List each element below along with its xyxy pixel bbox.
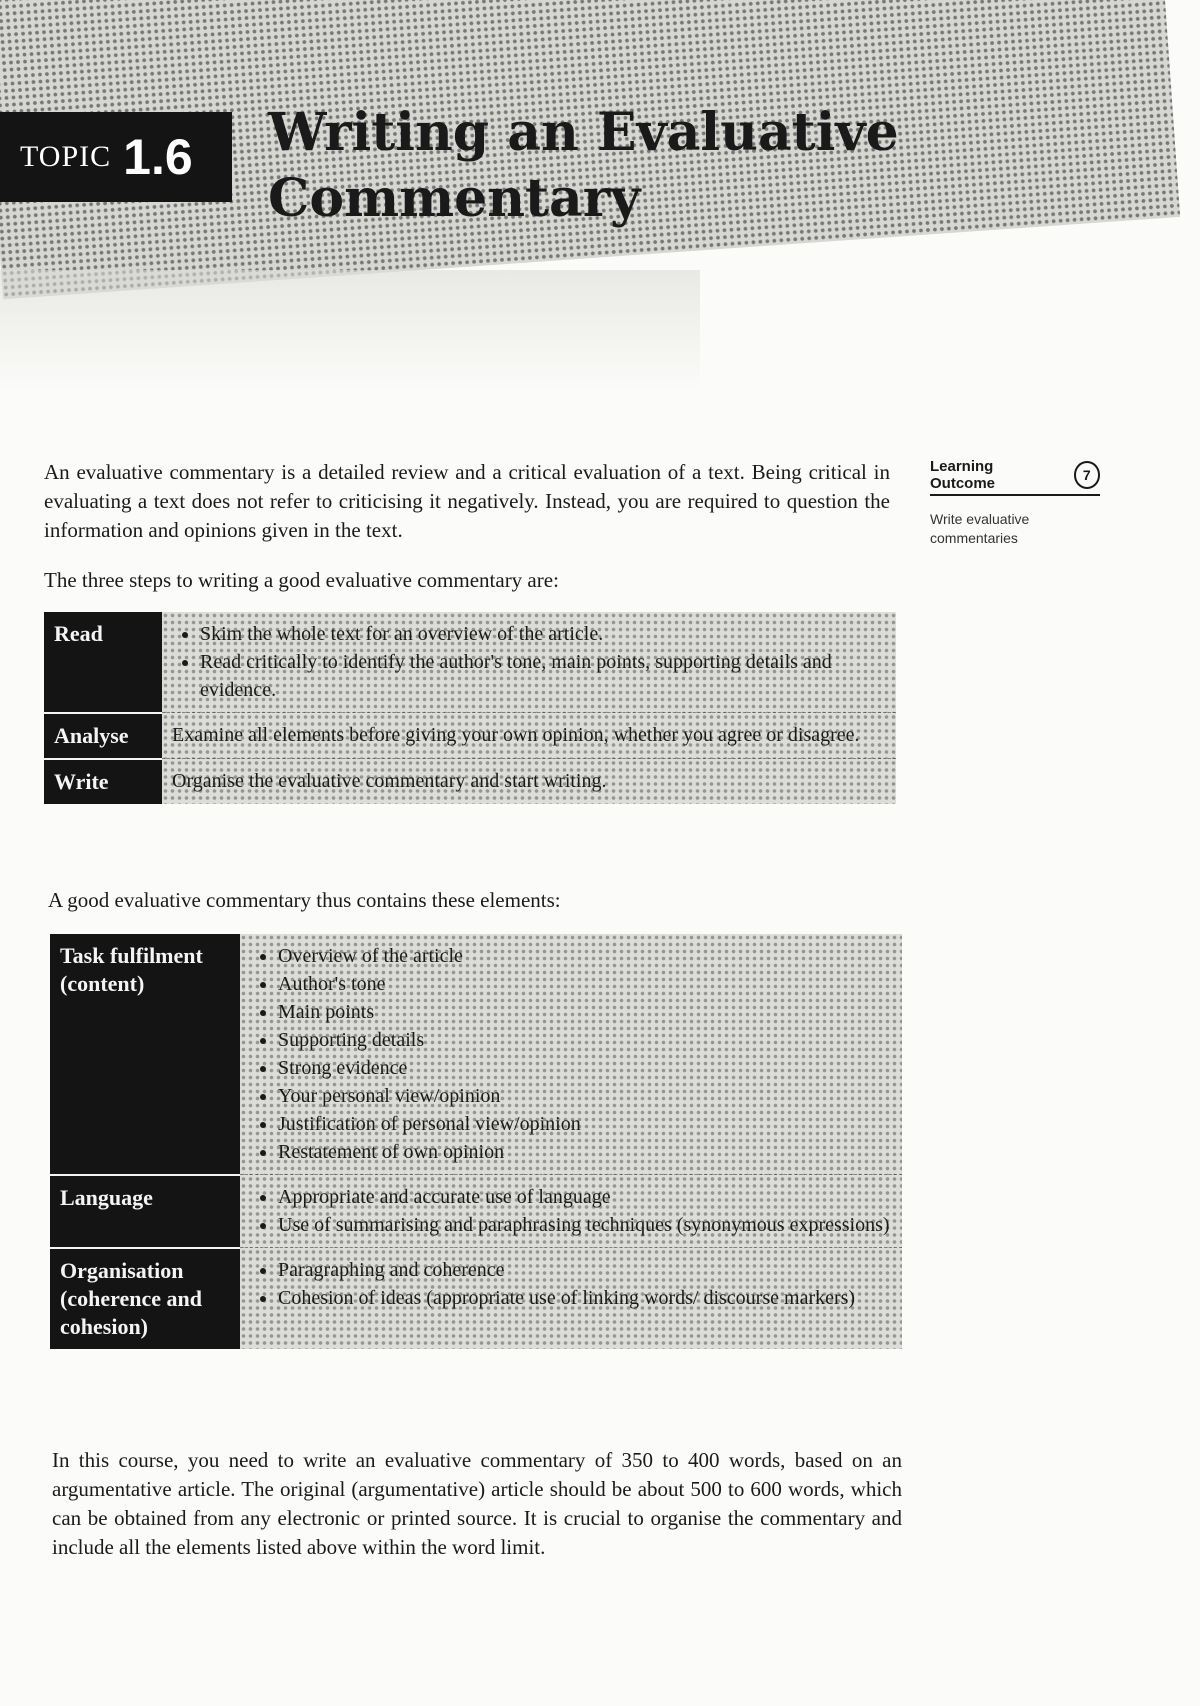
element-task-bullet: • Main points bbox=[278, 998, 892, 1026]
element-task-bullet: • Overview of the article bbox=[278, 942, 892, 970]
step-read-bullet-2: • Read critically to identify the author's tone, main points, supporting details and evidence. bbox=[200, 648, 886, 704]
elements-lead: A good evaluative commentary thus contains these elements: bbox=[48, 888, 561, 912]
topic-word: TOPIC bbox=[20, 140, 112, 173]
step-label-read: Read bbox=[44, 612, 162, 713]
header-banner bbox=[0, 0, 1200, 400]
page-title bbox=[268, 100, 968, 232]
element-content-language bbox=[240, 1175, 902, 1248]
steps-table bbox=[44, 612, 896, 804]
element-language-bullet: • Appropriate and accurate use of language bbox=[278, 1183, 892, 1211]
element-label-task-line-2: (content) bbox=[60, 971, 145, 996]
closing-paragraph: In this course, you need to write an evaluative commentary of 350 to 400 words, based on an argumentative article. The original (argumentative) article should be about 500 to 600 words, which can be obtained from any electronic or printed source. It is crucial to organise the commentary and include all the elements listed above within the word limit. bbox=[52, 1448, 902, 1559]
learning-outcome-header bbox=[930, 458, 1100, 496]
element-task-bullet: • Supporting details bbox=[278, 1026, 892, 1054]
element-label-task bbox=[50, 934, 240, 1175]
step-row-read bbox=[44, 612, 896, 713]
element-organisation-bullet: • Paragraphing and coherence bbox=[278, 1256, 892, 1284]
element-task-bullet: • Your personal view/opinion bbox=[278, 1082, 892, 1110]
element-task-bullet: • Author's tone bbox=[278, 970, 892, 998]
element-row-language bbox=[50, 1175, 902, 1248]
step-label-write: Write bbox=[44, 759, 162, 804]
learning-outcome-box bbox=[930, 458, 1130, 548]
step-label-analyse: Analyse bbox=[44, 713, 162, 759]
learning-outcome-number: 7 bbox=[1074, 461, 1100, 489]
topic-badge bbox=[0, 112, 232, 202]
elements-table bbox=[50, 934, 902, 1349]
topic-number: 1.6 bbox=[123, 129, 193, 185]
element-label-language bbox=[50, 1175, 240, 1248]
page-title-line-1: Writing an Evaluative bbox=[268, 102, 899, 163]
element-label-task-line-1: Task fulfilment bbox=[60, 943, 203, 968]
element-task-bullet: • Justification of personal view/opinion bbox=[278, 1110, 892, 1138]
element-task-bullet: • Strong evidence bbox=[278, 1054, 892, 1082]
learning-outcome-title: Learning Outcome bbox=[930, 458, 996, 492]
halftone-fade bbox=[0, 270, 700, 390]
intro-paragraph: An evaluative commentary is a detailed review and a critical evaluation of a text. Being critical in evaluating a text does not refer to criticising it negatively. Instead, you are required to question the information and opinions given in the text. bbox=[44, 460, 890, 542]
learning-outcome-text: Write evaluative commentaries bbox=[930, 511, 1030, 546]
element-row-task bbox=[50, 934, 902, 1175]
step-content-analyse: Examine all elements before giving your own opinion, whether you agree or disagree. bbox=[162, 713, 896, 759]
page-title-line-2: Commentary bbox=[268, 168, 641, 229]
element-label-organisation-line-3: cohesion) bbox=[60, 1313, 148, 1339]
element-content-task bbox=[240, 934, 902, 1175]
step-read-bullet-1: • Skim the whole text for an overview of the article. bbox=[200, 620, 886, 648]
element-label-organisation bbox=[50, 1248, 240, 1349]
element-row-organisation bbox=[50, 1248, 902, 1349]
element-label-organisation-line-1: Organisation bbox=[60, 1257, 184, 1283]
element-label-language-line-1: Language bbox=[60, 1184, 153, 1210]
steps-lead: The three steps to writing a good evaluative commentary are: bbox=[44, 568, 559, 592]
step-content-write: Organise the evaluative commentary and start writing. bbox=[162, 759, 896, 804]
element-content-organisation bbox=[240, 1248, 902, 1349]
element-language-bullet: • Use of summarising and paraphrasing techniques (synonymous expressions) bbox=[278, 1211, 892, 1239]
step-row-analyse bbox=[44, 713, 896, 759]
element-task-bullet: • Restatement of own opinion bbox=[278, 1138, 892, 1166]
element-organisation-bullet: • Cohesion of ideas (appropriate use of linking words/ discourse markers) bbox=[278, 1284, 892, 1312]
element-label-organisation-line-2: (coherence and bbox=[60, 1285, 202, 1311]
step-row-write bbox=[44, 759, 896, 804]
step-content-read bbox=[162, 612, 896, 713]
